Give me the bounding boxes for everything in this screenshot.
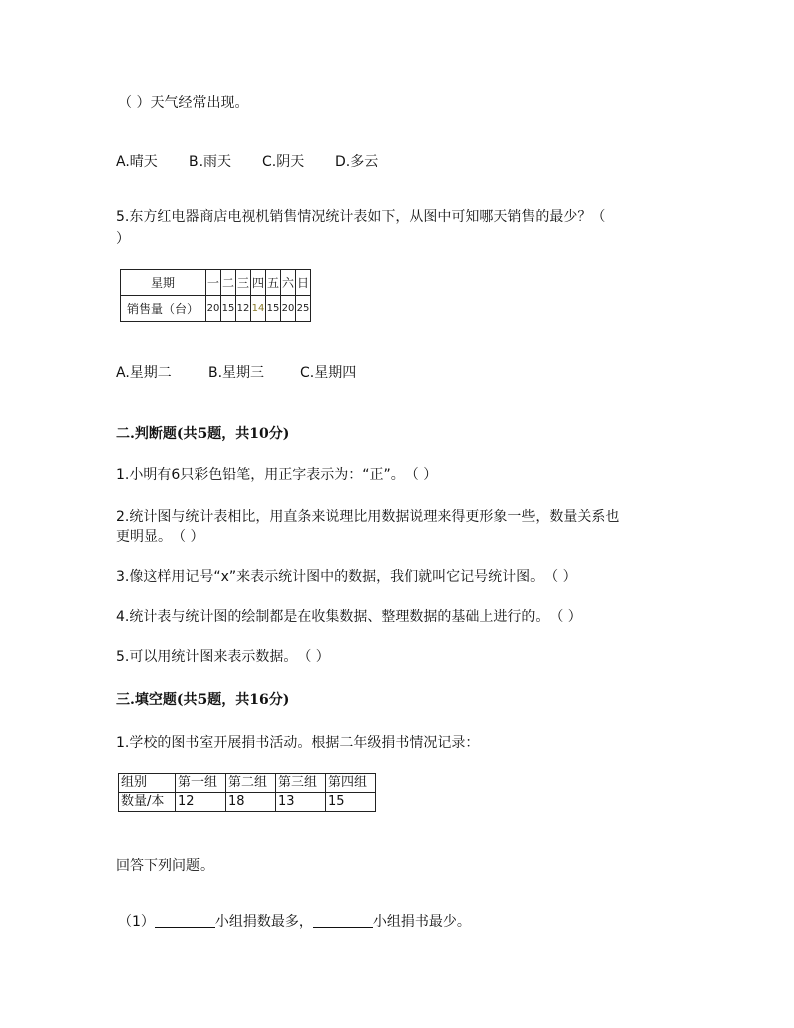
table-header-cell: 一 xyxy=(206,270,221,296)
table-cell: 15 xyxy=(221,296,236,322)
section-2-title: 二.判断题(共5题，共10分) xyxy=(116,426,290,442)
table-header-cell: 第二组 xyxy=(226,774,276,793)
option-c: C.阴天 xyxy=(262,154,305,170)
table-header-cell: 日 xyxy=(296,270,311,296)
judge-item-2: 2.统计图与统计表相比，用直条来说理比用数据说理来得更形象一些，数量关系也 xyxy=(116,509,620,525)
judge-item-3: 3.像这样用记号“x”来表示统计图中的数据，我们就叫它记号统计图。 （ ） xyxy=(116,569,577,585)
table-row-label: 销售量（台） xyxy=(121,296,206,322)
table-cell: 15 xyxy=(266,296,281,322)
judge-item-4: 4.统计表与统计图的绘制都是在收集数据、整理数据的基础上进行的。 （ ） xyxy=(116,609,582,625)
sub-question-1-end: 小组捐书最少。 xyxy=(372,914,471,930)
table-header-cell: 第一组 xyxy=(176,774,226,793)
option-a: A.晴天 xyxy=(116,154,158,170)
table-header-cell: 星期 xyxy=(121,270,206,296)
table-cell: 18 xyxy=(226,793,276,812)
table-header-cell: 六 xyxy=(281,270,296,296)
table-cell: 12 xyxy=(236,296,251,322)
table-row xyxy=(121,296,311,322)
table-cell: 13 xyxy=(276,793,326,812)
option-b: B.雨天 xyxy=(189,154,232,170)
table-cell: 15 xyxy=(326,793,376,812)
table-header-cell: 第三组 xyxy=(276,774,326,793)
sub-question-1 xyxy=(118,912,471,932)
table-cell: 14 xyxy=(251,296,266,322)
question-5-stem-end: ） xyxy=(116,231,130,247)
table-header-cell: 五 xyxy=(266,270,281,296)
option-b: B.星期三 xyxy=(208,365,265,381)
table-cell: 25 xyxy=(296,296,311,322)
table-row xyxy=(121,270,311,296)
section-3-title: 三.填空题(共5题，共16分) xyxy=(116,692,290,708)
option-d: D.多云 xyxy=(335,154,379,170)
question-5-stem: 5.东方红电器商店电视机销售情况统计表如下，从图中可知哪天销售的最少？（ xyxy=(116,209,606,225)
table-cell: 20 xyxy=(281,296,296,322)
table-cell: 12 xyxy=(176,793,226,812)
table-header-cell: 二 xyxy=(221,270,236,296)
table-row xyxy=(119,793,376,812)
table-row xyxy=(119,774,376,793)
donation-table xyxy=(118,773,376,812)
sub-question-1-prefix: （1） xyxy=(118,914,155,930)
option-a: A.星期二 xyxy=(116,365,172,381)
question-4-stem: （ ）天气经常出现。 xyxy=(118,95,249,111)
question-5-options xyxy=(116,363,356,383)
answer-blank-most[interactable] xyxy=(155,913,215,928)
answer-prompt: 回答下列问题。 xyxy=(116,858,214,874)
table-header-cell: 第四组 xyxy=(326,774,376,793)
judge-item-2-cont: 更明显。 （ ） xyxy=(116,529,205,545)
fill-question-1-stem: 1.学校的图书室开展捐书活动。根据二年级捐书情况记录： xyxy=(116,735,480,751)
sales-table xyxy=(120,269,311,322)
judge-item-5: 5.可以用统计图来表示数据。 （ ） xyxy=(116,649,330,665)
sub-question-1-mid: 小组捐数最多， xyxy=(214,914,313,930)
table-header-cell: 组别 xyxy=(119,774,176,793)
table-row-label: 数量/本 xyxy=(119,793,176,812)
table-header-cell: 四 xyxy=(251,270,266,296)
question-4-options xyxy=(116,152,378,172)
option-c: C.星期四 xyxy=(300,365,357,381)
judge-item-1: 1.小明有6只彩色铅笔，用正字表示为：“正”。 （ ） xyxy=(116,467,438,483)
table-cell: 20 xyxy=(206,296,221,322)
table-header-cell: 三 xyxy=(236,270,251,296)
answer-blank-least[interactable] xyxy=(313,913,373,928)
